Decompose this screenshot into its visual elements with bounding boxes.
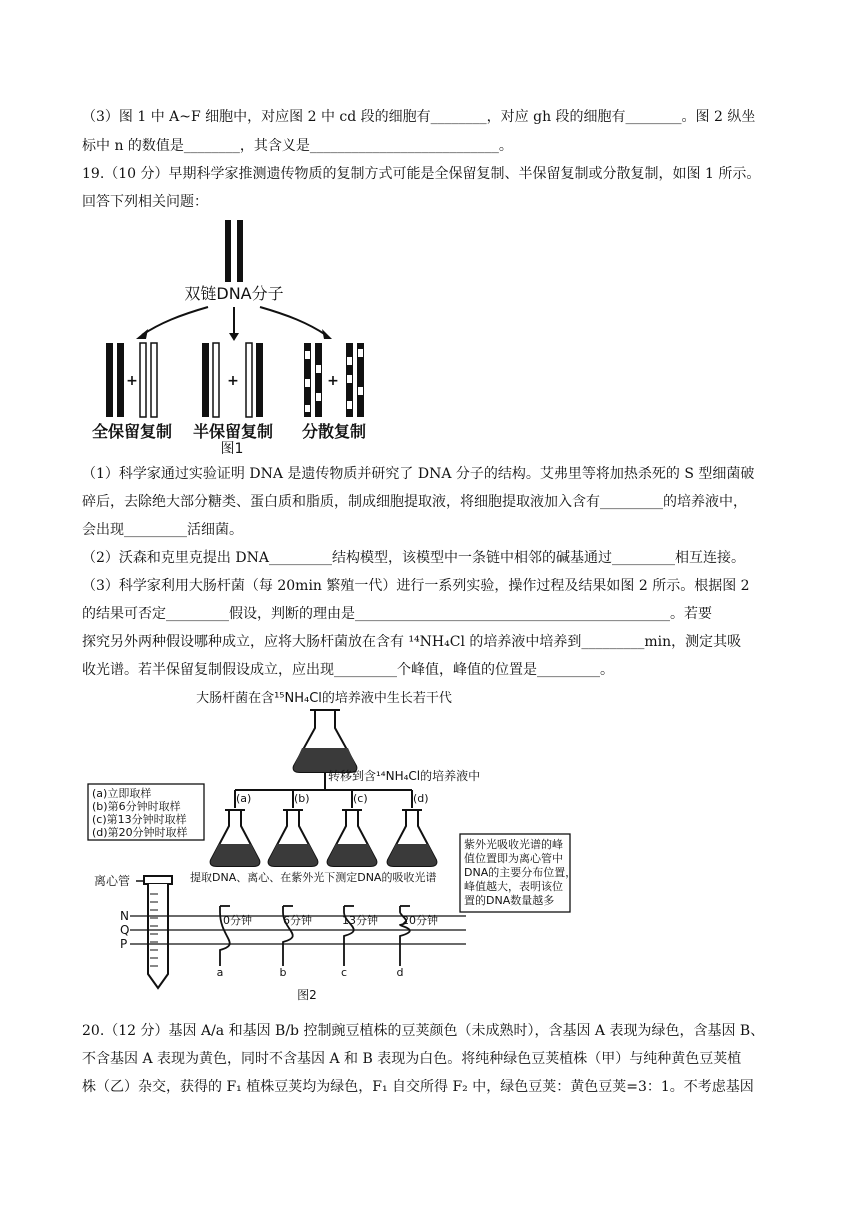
label-dispersive: 分散复制 (301, 422, 367, 441)
time-13: 13分钟 (342, 914, 378, 927)
curve-label-d: d (396, 966, 404, 979)
time-0: 0分钟 (223, 914, 252, 927)
curve-label-a: a (216, 966, 224, 979)
sample-flask-icon-b (269, 810, 318, 866)
question-18-part3-line2: 标中 n 的数值是________，其含义是___________________________。 (82, 138, 513, 154)
question-19-part1-line2: 碎后，去除绝大部分糖类、蛋白质和脂质，制成细胞提取液，将细胞提取液加入含有_________的培养液中， (82, 494, 747, 510)
note-line-1: 紫外光吸收光谱的峰 (464, 838, 563, 851)
fig1-caption: 图1 (220, 441, 244, 457)
question-19-part3-line4: 收光谱。若半保留复制假设成立，应出现_________个峰值，峰值的位置是_________。 (82, 662, 614, 678)
curve-label-b: b (279, 966, 287, 979)
plus-1: + (126, 373, 138, 389)
question-19-stem-line2: 回答下列相关问题： (82, 194, 208, 210)
legend-b: (b)第6分钟时取样 (92, 800, 181, 813)
figure-1 (90, 215, 390, 457)
band-N: N (120, 909, 129, 923)
band-P: P (120, 937, 128, 951)
fig2-caption: 图2 (297, 988, 317, 1002)
fig2-process: 提取DNA、离心、在紫外光下测定DNA的吸收光谱 (190, 871, 437, 884)
question-19-part3-line3: 探究另外两种假设哪种成立，应将大肠杆菌放在含有 ¹⁴NH₄Cl 的培养液中培养到_________min，测定其吸 (82, 634, 742, 650)
sample-flask-icon-d (388, 810, 437, 866)
legend-d: (d)第20分钟时取样 (92, 826, 188, 839)
question-19-part2: （2）沃森和克里克提出 DNA_________结构模型，该模型中一条链中相邻的碱基通过_________相互连接。 (82, 550, 745, 566)
sample-flask-icon-a (211, 810, 260, 866)
question-19-part3-line1: （3）科学家利用大肠杆菌（每 20min 繁殖一代）进行一系列实验，操作过程及结果如图 2 所示。根据图 2 (82, 578, 750, 594)
note-line-5: 置的DNA数量越多 (464, 894, 555, 907)
question-19-stem-line1: 19.（10 分）早期科学家推测遗传物质的复制方式可能是全保留复制、半保留复制或分散复制，如图 1 所示。 (82, 166, 761, 182)
figure-2 (82, 684, 702, 1006)
time-20: 20分钟 (402, 914, 438, 927)
flask-label-d: (d) (413, 792, 429, 805)
flask-label-b: (b) (294, 792, 310, 805)
fig2-transfer-label: 转移到含¹⁴NH₄Cl的培养液中 (328, 769, 481, 783)
question-19-part1-line1: （1）科学家通过实验证明 DNA 是遗传物质并研究了 DNA 分子的结构。艾弗里等将加热杀死的 S 型细菌破 (82, 466, 755, 482)
note-line-4: 峰值越大，表明该位 (464, 880, 563, 893)
band-Q: Q (120, 923, 130, 937)
note-line-3: DNA的主要分布位置， (464, 866, 577, 879)
curve-label-c: c (340, 966, 348, 979)
flask-label-c: (c) (353, 792, 368, 805)
label-conservative: 全保留复制 (91, 422, 173, 441)
note-line-2: 值位置即为离心管中 (464, 852, 563, 865)
legend-c: (c)第13分钟时取样 (92, 813, 187, 826)
sample-flask-icon-c (328, 810, 377, 866)
label-semiconservative: 半保留复制 (192, 422, 274, 441)
time-6: 6分钟 (283, 914, 312, 927)
plus-3: + (327, 373, 339, 389)
plus-2: + (227, 373, 239, 389)
question-20-line2: 不含基因 A 表现为黄色，同时不含基因 A 和 B 表现为白色。将纯种绿色豆荚植株（甲）与纯种黄色豆荚植 (82, 1051, 742, 1067)
legend-a: (a)立即取样 (92, 787, 152, 800)
fig1-top-label: 双链DNA分子 (184, 284, 284, 303)
centrifuge-tube-icon (144, 876, 172, 988)
flask-label-a: (a) (236, 792, 252, 805)
question-19-part1-line3: 会出现_________活细菌。 (82, 522, 243, 538)
question-20-line1: 20.（12 分）基因 A/a 和基因 B/b 控制豌豆植株的豆荚颜色（未成熟时），含基因 A 表现为绿色，含基因 B、 (82, 1023, 765, 1039)
question-20-line3: 株（乙）杂交，获得的 F₁ 植株豆荚均为绿色，F₁ 自交所得 F₂ 中，绿色豆荚：黄色豆荚=3：1。不考虑基因 (82, 1079, 754, 1095)
question-18-part3-line1: （3）图 1 中 A~F 细胞中，对应图 2 中 cd 段的细胞有________，对应 gh 段的细胞有________。图 2 纵坐 (82, 109, 756, 125)
tube-label: 离心管 (94, 874, 131, 888)
source-flask-icon (294, 710, 357, 772)
fig2-title: 大肠杆菌在含¹⁵NH₄Cl的培养液中生长若干代 (196, 691, 452, 706)
question-19-part3-line2: 的结果可否定_________假设，判断的理由是_____________________________________________。若要 (82, 606, 712, 622)
